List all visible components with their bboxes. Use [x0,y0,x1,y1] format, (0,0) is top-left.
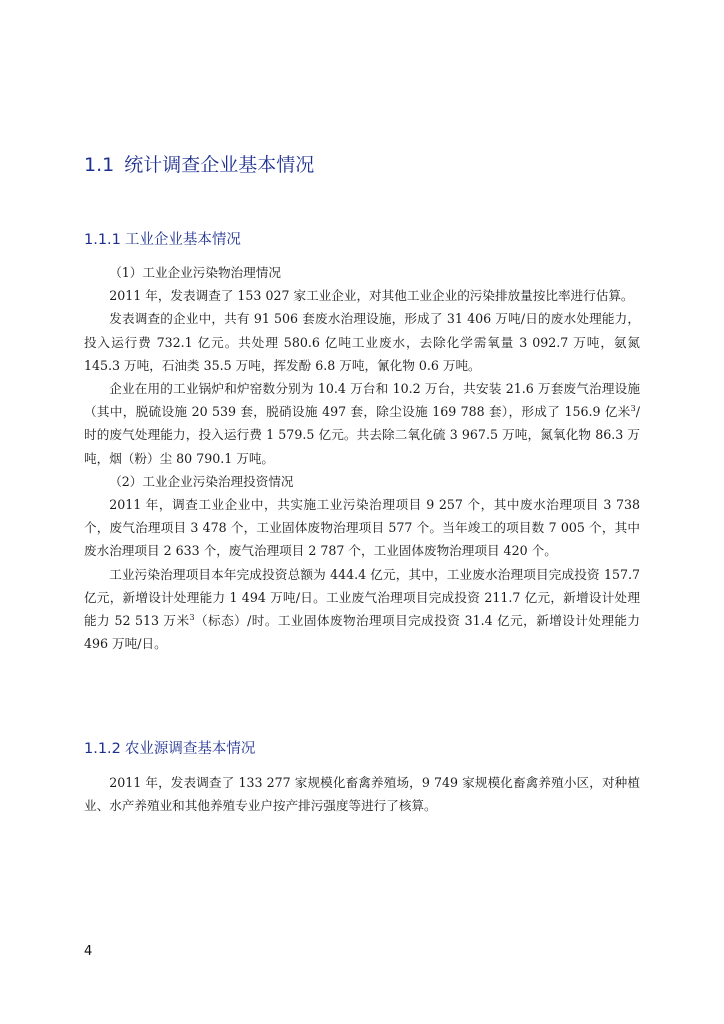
paragraph-survey-count: 2011 年，发表调查了 153 027 家工业企业，对其他工业企业的污染排放量按比率进行估算。 [109,288,634,304]
exhaust-gas-text-a: 企业在用的工业锅炉和炉窑数分别为 10.4 万台和 10.2 万台，共安装 21.6 万套废气治理设施（其中，脱硫设施 20 539 套，脱硝设施 497 套，除尘设施 169 788 套），形成了 156.9 亿米 [84,381,640,420]
section-heading [84,150,314,177]
paragraph-projects: 2011 年，调查工业企业中，共实施工业污染治理项目 9 257 个，其中废水治理项目 3 738 个，废气治理项目 3 478 个，工业固体废物治理项目 577 个。当年竣工的项目数 7 005 个，其中废水治理项目 2 633 个，废气治理项目 2 787 个，工业固体废物治理项目 420 个。 [84,497,640,559]
paragraph-investment [84,563,640,656]
section-number: 1.1 [84,154,115,176]
subsection-title-1: 工业企业基本情况 [124,232,241,248]
agriculture-section-body [84,771,640,817]
paragraph-exhaust-gas [84,377,640,470]
paragraph-wastewater: 发表调查的企业中，共有 91 506 套废水治理设施，形成了 31 406 万吨/日的废水处理能力，投入运行费 732.1 亿元。共处理 580.6 亿吨工业废水，去除化学需氧量 3 092.7 万吨，氨氮 145.3 万吨，石油类 35.5 万吨，挥发酚 6.8 万吨，氰化物 0.6 万吨。 [84,311,640,373]
subsection-title-2: 农业源调查基本情况 [124,741,256,757]
exhaust-gas-text-b: /时的废气处理能力，投入运行费 1 579.5 亿元。共去除二氧化硫 3 967.5 万吨，氮氧化物 86.3 万吨，烟（粉）尘 80 790.1 万吨。 [84,404,640,466]
subsection-heading-1 [84,228,241,249]
paragraph-agriculture: 2011 年，发表调查了 133 277 家规模化畜禽养殖场，9 749 家规模化畜禽养殖小区，对种植业、水产养殖业和其他养殖专业户按产排污强度等进行了核算。 [84,775,640,814]
exhaust-gas-superscript: 3 [630,404,636,414]
investment-superscript: 3 [189,612,195,622]
page-number: 4 [84,944,93,959]
subsection-number-2: 1.1.2 [84,741,121,757]
investment-text-b: （标态）/时。工业固体废物治理项目完成投资 31.4 亿元，新增设计处理能力 496 万吨/日。 [84,613,640,652]
subsection-number-1: 1.1.1 [84,232,121,248]
industrial-section-body [84,261,640,655]
paragraph-investment-heading: （2）工业企业污染治理投资情况 [109,473,294,489]
section-title: 统计调查企业基本情况 [124,154,315,176]
subsection-heading-2 [84,737,255,758]
paragraph-pollutant-treatment-heading: （1）工业企业污染物治理情况 [109,265,281,280]
investment-text-a: 工业污染治理项目本年完成投资总额为 444.4 亿元，其中，工业废水治理项目完成投资 157.7 亿元，新增设计处理能力 1 494 万吨/日。工业废气治理项目完成投资 211.7 亿元，新增设计处理能力 52 513 万米 [84,566,640,629]
